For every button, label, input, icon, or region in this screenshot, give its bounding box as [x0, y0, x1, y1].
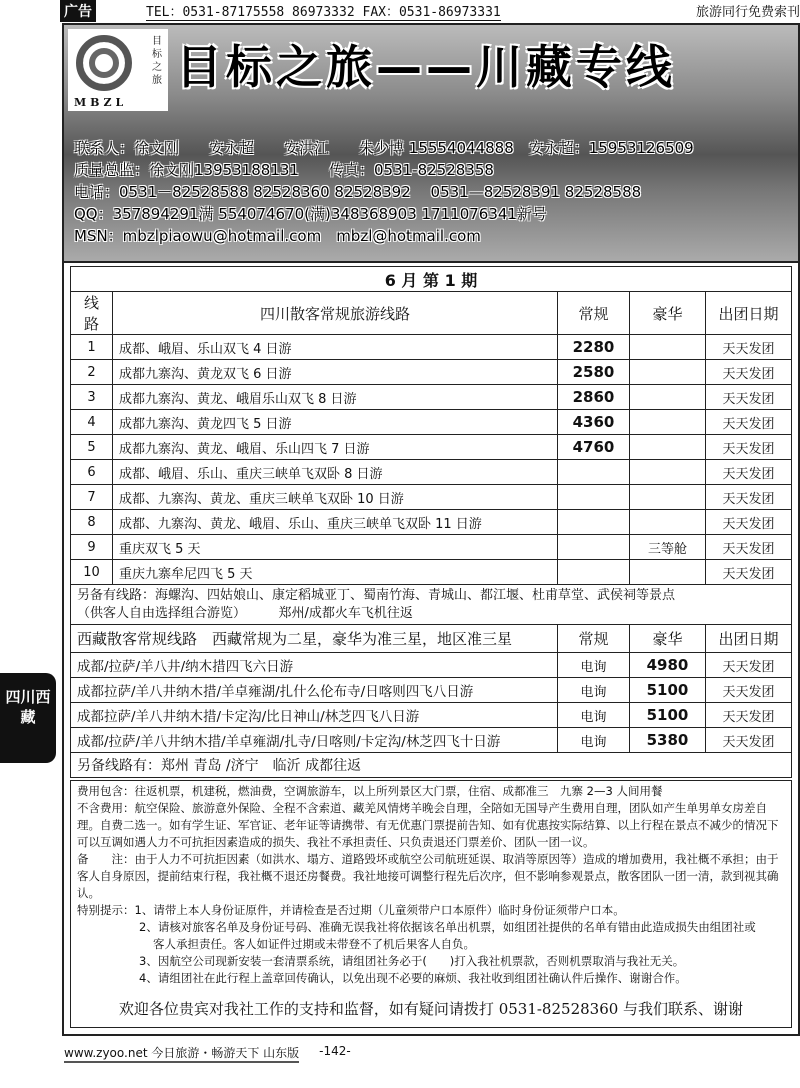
table-row	[71, 678, 792, 703]
route-name: 成都九寨沟、黄龙四飞 5 日游	[113, 410, 558, 435]
route-number: 3	[71, 385, 113, 410]
route-number: 8	[71, 510, 113, 535]
logo-text: MBZL	[74, 96, 128, 109]
table-row	[71, 385, 792, 410]
magazine-tagline: 旅游同行免费索刊	[695, 5, 800, 20]
table-row	[71, 460, 792, 485]
swirl-icon	[76, 35, 132, 91]
header-luxury: 豪华	[630, 292, 706, 335]
luxury-price	[630, 335, 706, 360]
standard-price: 电询	[558, 653, 630, 678]
luxury-price	[630, 435, 706, 460]
tibet-extra: 另备线路有：郑州 青岛 /济宁 临沂 成都往返	[71, 753, 792, 778]
qq: QQ：357894291满 554074670(满)348368903 1711076341新号	[74, 205, 547, 223]
sichuan-extra	[71, 585, 792, 625]
table-row	[71, 485, 792, 510]
sichuan-header	[71, 292, 792, 335]
period-title: 6 月 第 1 期	[71, 267, 792, 292]
route-name: 重庆九寨牟尼四飞 5 天	[113, 560, 558, 585]
route-number: 1	[71, 335, 113, 360]
standard-price: 电询	[558, 728, 630, 753]
route-number: 6	[71, 460, 113, 485]
table-row	[71, 335, 792, 360]
standard-price	[558, 535, 630, 560]
standard-price: 2860	[558, 385, 630, 410]
luxury-price: 5380	[630, 728, 706, 753]
tibet-header-route: 西藏散客常规线路 西藏常规为二星，豪华为准三星，地区准三星	[71, 625, 558, 653]
departure-date: 天天发团	[706, 703, 792, 728]
standard-price: 2280	[558, 335, 630, 360]
route-name: 成都/拉萨/羊八井纳木措/羊卓雍湖/扎寺/日喀则/卡定沟/林芝四飞十日游	[71, 728, 558, 753]
luxury-price	[630, 360, 706, 385]
luxury-price	[630, 410, 706, 435]
route-name: 成都拉萨/羊八井纳木措/卡定沟/比日神山/林芝四飞八日游	[71, 703, 558, 728]
extra-routes: 另备有线路：海螺沟、四姑娘山、康定稻城亚丁、蜀南竹海、青城山、都江堰、杜甫草堂、武侯祠等景点	[77, 587, 676, 603]
notes	[70, 780, 792, 1028]
route-name: 成都九寨沟、黄龙、峨眉乐山双飞 8 日游	[113, 385, 558, 410]
standard-price: 电询	[558, 703, 630, 728]
route-name: 成都、九寨沟、黄龙、峨眉、乐山、重庆三峡单飞双卧 11 日游	[113, 510, 558, 535]
standard-price: 4760	[558, 435, 630, 460]
tip-2b: 客人承担责任。客人如证件过期或未带登不了机后果客人自负。	[153, 937, 475, 951]
departure-date: 天天发团	[706, 360, 792, 385]
mbzl-logo	[68, 29, 168, 111]
luxury-price	[630, 510, 706, 535]
luxury-price: 4980	[630, 653, 706, 678]
luxury-price: 三等舱	[630, 535, 706, 560]
departure-date: 天天发团	[706, 678, 792, 703]
phones: 电话：0531－82528588 82528360 82528392 0531—82528391 82528588	[74, 183, 642, 201]
route-number: 4	[71, 410, 113, 435]
logo-cn: 目标之旅	[152, 36, 162, 86]
departure-date: 天天发团	[706, 535, 792, 560]
departure-date: 天天发团	[706, 485, 792, 510]
route-name: 成都、峨眉、乐山双飞 4 日游	[113, 335, 558, 360]
tibet-header-date: 出团日期	[706, 625, 792, 653]
tip-2: 2、请核对旅客名单及身份证号码、准确无误我社将依据该名单出机票，如组团社提供的名单有错由此造成损失由组团社或	[139, 920, 756, 934]
table-row	[71, 653, 792, 678]
route-name: 成都拉萨/羊八井纳木措/羊卓雍湖/扎什么伦布寺/日喀则四飞八日游	[71, 678, 558, 703]
tibet-header-luxury: 豪华	[630, 625, 706, 653]
banner	[62, 23, 800, 263]
tip-3: 3、因航空公司现新安装一套清票系统，请组团社务必于( )打入我社机票款，否则机票取消与我社无关。	[139, 954, 685, 968]
standard-price	[558, 460, 630, 485]
table-row	[71, 535, 792, 560]
route-name: 成都、九寨沟、黄龙、重庆三峡单飞双卧 10 日游	[113, 485, 558, 510]
footer-site: www.zyoo.net 今日旅游・畅游天下 山东版	[64, 1044, 299, 1063]
fee-exclude: 不含费用：航空保险、旅游意外保险、全程不含索道、藏羌风情烤羊晚会自理，全陪如无国导产生费用自理，团队如产生单男单女房差自理。自费二选一。如有学生证、军官证、老年证等请携带、有无优惠门票提前告知、如有优惠按实际结算、以上行程在景点不减少的情况下可以互调如遇人力不可抗拒因素造成的损失、我社不承担责任、只负责退还门票差价、团队一团一议。	[77, 801, 779, 849]
tip-1: 特别提示：1、请带上本人身份证原件，并请检查是否过期（儿童须带户口本原件）临时身份证须带户口本。	[77, 903, 625, 917]
ad-label: 广告	[60, 0, 96, 22]
luxury-price	[630, 460, 706, 485]
welcome-message: 欢迎各位贵宾对我社工作的支持和监督，如有疑问请拨打 0531-82528360 与我们联系、谢谢	[118, 1000, 744, 1018]
contact-persons: 联系人：徐文刚 安永超 安洪江 朱少博 15554044888 安永超：15953126509	[74, 139, 694, 157]
table-row	[71, 410, 792, 435]
header-standard: 常规	[558, 292, 630, 335]
table-row	[71, 703, 792, 728]
tel-fax: TEL：0531-87175558 86973332 FAX：0531-86973331	[146, 1, 501, 21]
footer	[64, 1044, 351, 1063]
departure-date: 天天发团	[706, 335, 792, 360]
content-frame	[62, 263, 800, 1060]
standard-price	[558, 560, 630, 585]
departure-date: 天天发团	[706, 410, 792, 435]
departure-date: 天天发团	[706, 435, 792, 460]
header-no: 线路	[71, 292, 113, 335]
route-number: 9	[71, 535, 113, 560]
remark: 备 注：由于人力不可抗拒因素（如洪水、塌方、道路毁坏或航空公司航班延误、取消等原因等）造成的增加费用，我社概不承担；由于客人自身原因，提前结束行程，我社概不退还房餐费。我社地接可调整行程先后次序，但不影响参观景点，散客团队一团一清，款到视其确认。	[77, 852, 779, 900]
standard-price	[558, 510, 630, 535]
routes-table	[70, 266, 792, 778]
header-date: 出团日期	[706, 292, 792, 335]
departure-date: 天天发团	[706, 510, 792, 535]
extra-note: （供客人自由选择组合游览） 郑州/成都火车飞机往返	[77, 605, 413, 621]
route-name: 成都、峨眉、乐山、重庆三峡单飞双卧 8 日游	[113, 460, 558, 485]
page-number: -142-	[319, 1044, 351, 1058]
table-row	[71, 728, 792, 753]
departure-date: 天天发团	[706, 560, 792, 585]
luxury-price: 5100	[630, 678, 706, 703]
table-row	[71, 435, 792, 460]
departure-date: 天天发团	[706, 653, 792, 678]
contacts	[74, 137, 794, 247]
route-name: 成都九寨沟、黄龙双飞 6 日游	[113, 360, 558, 385]
standard-price: 电询	[558, 678, 630, 703]
route-number: 5	[71, 435, 113, 460]
tibet-header-standard: 常规	[558, 625, 630, 653]
tip-4: 4、请组团社在此行程上盖章回传确认，以免出现不必要的麻烦、我社收到组团社确认件后操作、谢谢合作。	[139, 971, 687, 985]
banner-title: 目标之旅——川藏专线	[176, 40, 676, 94]
route-name: 重庆双飞 5 天	[113, 535, 558, 560]
route-name: 成都/拉萨/羊八井/纳木措四飞六日游	[71, 653, 558, 678]
section-tab: 四川西藏	[0, 673, 56, 763]
route-number: 7	[71, 485, 113, 510]
top-bar	[60, 0, 800, 21]
standard-price: 4360	[558, 410, 630, 435]
luxury-price: 5100	[630, 703, 706, 728]
header-route: 四川散客常规旅游线路	[113, 292, 558, 335]
tibet-header	[71, 625, 792, 653]
departure-date: 天天发团	[706, 385, 792, 410]
route-number: 10	[71, 560, 113, 585]
table-row	[71, 510, 792, 535]
quality-supervisor: 质量总监：徐文刚13953188131 传真：0531-82528358	[74, 161, 494, 179]
luxury-price	[630, 560, 706, 585]
standard-price	[558, 485, 630, 510]
fee-include: 费用包含：往返机票，机建税，燃油费，空调旅游车，以上所列景区大门票，住宿、成都准三 九寨 2—3 人间用餐	[77, 784, 663, 798]
departure-date: 天天发团	[706, 728, 792, 753]
luxury-price	[630, 485, 706, 510]
msn: MSN：mbzlpiaowu@hotmail.com mbzl@hotmail.com	[74, 227, 481, 245]
route-number: 2	[71, 360, 113, 385]
standard-price: 2580	[558, 360, 630, 385]
table-row	[71, 360, 792, 385]
luxury-price	[630, 385, 706, 410]
departure-date: 天天发团	[706, 460, 792, 485]
table-row	[71, 560, 792, 585]
route-name: 成都九寨沟、黄龙、峨眉、乐山四飞 7 日游	[113, 435, 558, 460]
